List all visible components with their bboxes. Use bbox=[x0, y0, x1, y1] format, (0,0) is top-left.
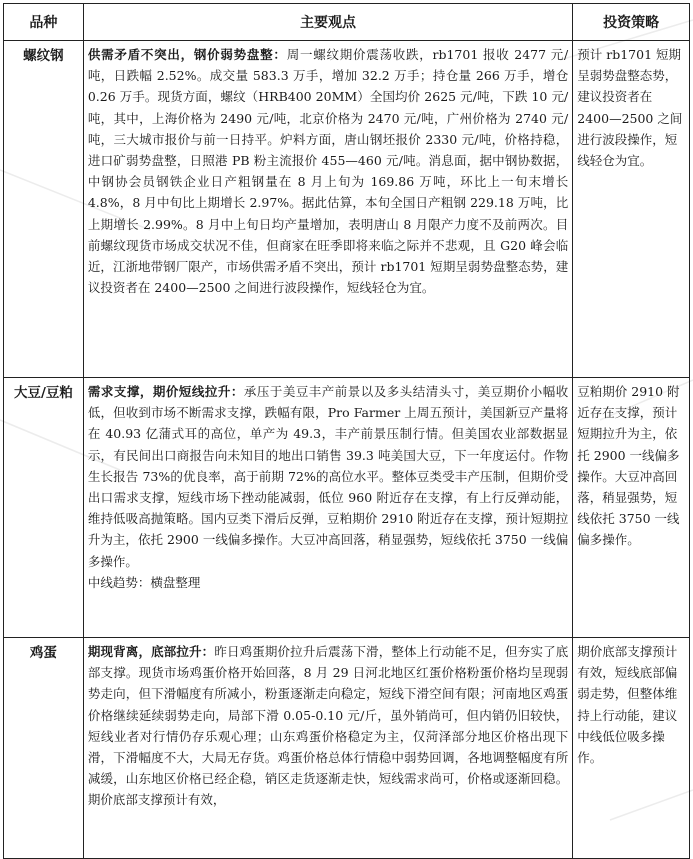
view-headline: 供需矛盾不突出，钢价弱势盘整： bbox=[87, 47, 287, 62]
table-row-soybean bbox=[4, 378, 690, 638]
view-cell bbox=[83, 41, 572, 378]
variety-cell: 大豆/豆粕 bbox=[4, 378, 84, 638]
table-row-rebar bbox=[4, 41, 690, 378]
view-headline: 期现背离，底部拉升： bbox=[87, 644, 215, 659]
strategy-cell bbox=[573, 378, 690, 638]
variety-cell: 鸡蛋 bbox=[4, 638, 84, 859]
strategy-text: 豆粕期价 2910 附近存在支撑，预计短期拉升为主，依托 2900 一线偏多操作。大豆冲高回落，稍显强势，短线依托 3750 一线偏多操作。 bbox=[577, 384, 680, 548]
strategy-text: 期价底部支撑预计有效，短线底部偏弱走势，但整体维持上行动能，建议中线低位吸多操作。 bbox=[577, 644, 678, 766]
table-row-egg bbox=[4, 638, 690, 859]
midterm-trend: 中线趋势：横盘整理 bbox=[87, 574, 201, 590]
view-body: 周一螺纹期价震荡收跌，rb1701 报收 2477 元/吨，日跌幅 2.52%。成交量 583.3 万手，增加 32.2 万手；持仓量 266 万手，增仓 0.26 万手。现货方面，螺纹（HRB400 20MM）全国均价 2625 元/吨，下跌 10 元/吨，其中，上海价格为 2490 元/吨，北京价格为 2470 元/吨，广州价格为 2740 元/吨，三大城市报价与前一日持平。炉料方面，唐山钢坯报价 2330 元/吨，价格持稳，进口矿弱势盘整，日照港 PB 粉主流报价 455—460 元/吨。消息面，据中钢协数据，中钢协会员钢铁企业日产粗钢量在 8 月上旬为 169.86 万吨，环比上一旬末增长 4.8%，8 月中旬比上期增长 2.97%。据此估算，本旬全国日产粗钢 229.18 万吨，比上期增长 2.99%。8 月中上旬日均产量增加，表明唐山 8 月限产力度不及前两次。目前螺纹现货市场成交状况不佳，但商家在旺季即将来临之际并不悲观，且 G20 峰会临近，江浙地带钢厂限产，市场供需矛盾不突出，预计 rb1701 短期呈弱势盘整态势，建议投资者在 2400—2500 之间进行波段操作，短线轻仓为宜。 bbox=[87, 47, 569, 296]
view-paragraph bbox=[88, 641, 568, 811]
strategy-cell bbox=[573, 41, 690, 378]
view-body: 昨日鸡蛋期价拉升后震荡下滑，整体上行动能不足，但夯实了底部支撑。现货市场鸡蛋价格开始回落，8 月 29 日河北地区红蛋价格粉蛋价格均呈现弱势走向，但下滑幅度有所减小，粉蛋逐渐走向稳定，短线下滑空间有限；河南地区鸡蛋价格继续延续弱势走向，局部下滑 0.05-0.10 元/斤，虽外销尚可，但内销仍旧较快，短线业者对行情仍存乐观心理；山东鸡蛋价格稳定为主，仅菏泽部分地区价格出现下滑，下滑幅度不大，大局无存货。鸡蛋价格总体行情稳中弱势回调，各地调整幅度有所减缓，山东地区价格已经企稳，销区走货逐渐走快，短线需求尚可，价格或逐渐回稳。期价底部支撑预计有效， bbox=[87, 644, 569, 808]
header-main-view: 主要观点 bbox=[83, 4, 572, 41]
futures-report-table bbox=[3, 3, 690, 859]
view-headline: 需求支撑，期价短线拉升： bbox=[87, 384, 244, 399]
view-paragraph bbox=[88, 381, 568, 572]
view-cell bbox=[83, 378, 572, 638]
table-header-row bbox=[4, 4, 690, 41]
strategy-text: 预计 rb1701 短期呈弱势盘整态势，建议投资者在 2400—2500 之间进行波段操作，短线轻仓为宜。 bbox=[577, 47, 683, 169]
header-variety: 品种 bbox=[4, 4, 84, 41]
view-paragraph bbox=[88, 44, 568, 298]
variety-cell: 螺纹钢 bbox=[4, 41, 84, 378]
header-strategy: 投资策略 bbox=[573, 4, 690, 41]
strategy-cell bbox=[573, 638, 690, 859]
view-cell bbox=[83, 638, 572, 859]
view-body: 承压于美豆丰产前景以及多头结清头寸，美豆期价小幅收低，但收到市场不断需求支撑，跌幅有限，Pro Farmer 上周五预计，美国新豆产量将在 40.93 亿蒲式耳的高位，单产为 49.3，丰产前景压制行情。但美国农业部数据显示，有民间出口商报告向未知目的地出口销售 39.3 吨美国大豆，下一年度运付。作物生长报告 73%的优良率，高于前期 72%的高位水平。整体豆类受丰产压制，但期价受出口需求支撑，短线市场下挫动能减弱，低位 960 附近存在支撑，有上行反弹动能，维持低吸高抛策略。国内豆类下滑后反弹，豆粕期价 2910 附近存在支撑，预计短期拉升为主，依托 2900 一线偏多操作。大豆冲高回落，稍显强势，短线依托 3750 一线偏多操作。 bbox=[87, 384, 569, 569]
